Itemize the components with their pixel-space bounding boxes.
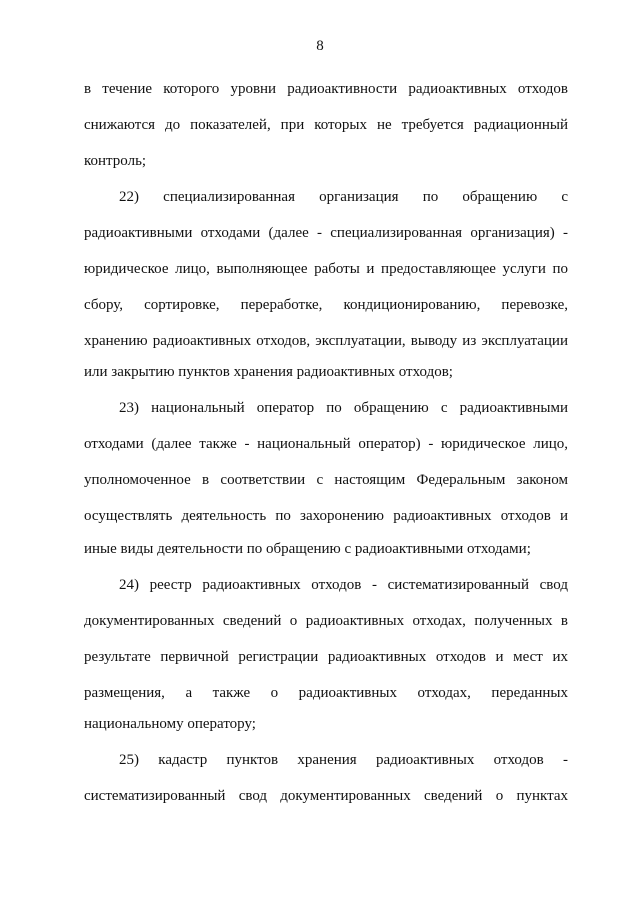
text-line: иные виды деятельности по обращению с радиоактивными отходами; xyxy=(84,541,531,557)
text-line: в течение которого уровни радиоактивности радиоактивных отходов xyxy=(84,81,568,97)
text-line: осуществлять деятельность по захоронению радиоактивных отходов и xyxy=(84,508,568,524)
text-line: 23) национальный оператор по обращению с радиоактивными xyxy=(119,400,568,416)
text-line: 25) кадастр пунктов хранения радиоактивных отходов - xyxy=(119,752,568,768)
text-line: или закрытию пунктов хранения радиоактивных отходов; xyxy=(84,364,453,380)
text-line: хранению радиоактивных отходов, эксплуатации, выводу из эксплуатации xyxy=(84,333,568,349)
text-line: систематизированный свод документированных сведений о пунктах xyxy=(84,788,568,804)
text-line: размещения, а также о радиоактивных отходах, переданных xyxy=(84,685,568,701)
page-number: 8 xyxy=(316,38,324,54)
text-line: сбору, сортировке, переработке, кондиционированию, перевозке, xyxy=(84,297,568,313)
text-line: контроль; xyxy=(84,153,147,169)
text-line: юридическое лицо, выполняющее работы и предоставляющее услуги по xyxy=(84,261,568,277)
text-line: радиоактивными отходами (далее - специализированная организация) - xyxy=(84,225,568,241)
text-line: документированных сведений о радиоактивных отходах, полученных в xyxy=(84,613,568,629)
text-line: национальному оператору; xyxy=(84,716,256,732)
text-line: отходами (далее также - национальный оператор) - юридическое лицо, xyxy=(84,436,568,452)
text-line: 22) специализированная организация по обращению с xyxy=(119,189,568,205)
text-line: результате первичной регистрации радиоактивных отходов и мест их xyxy=(84,649,568,665)
text-line: уполномоченное в соответствии с настоящим Федеральным законом xyxy=(84,472,568,488)
text-line: снижаются до показателей, при которых не требуется радиационный xyxy=(84,117,568,133)
text-line: 24) реестр радиоактивных отходов - систематизированный свод xyxy=(119,577,568,593)
